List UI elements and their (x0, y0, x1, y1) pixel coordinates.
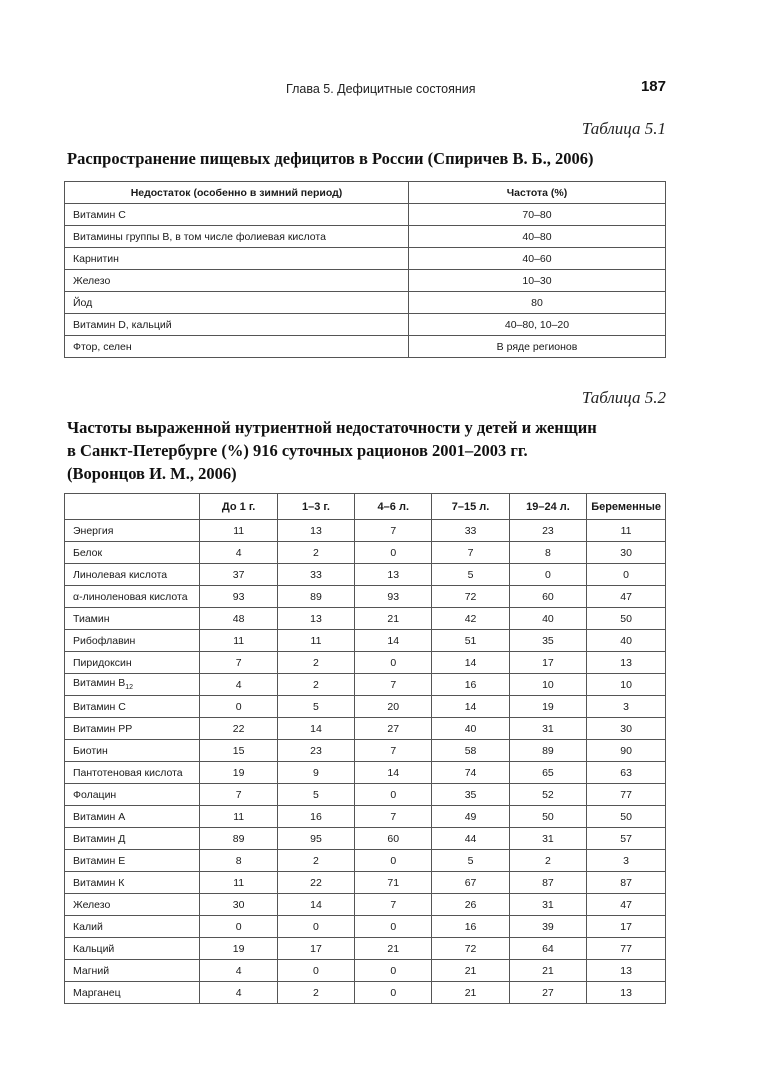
chapter-title: Глава 5. Дефицитные состояния (286, 82, 476, 96)
value-cell: 39 (509, 916, 586, 938)
value-cell: 93 (200, 586, 277, 608)
value-cell: 16 (277, 806, 354, 828)
nutrient-label: Пиридоксин (73, 656, 132, 669)
value-cell: 2 (277, 982, 354, 1004)
deficiency-cell: Витамин C (65, 204, 409, 226)
value-cell: 19 (509, 696, 586, 718)
frequency-cell: 70–80 (409, 204, 666, 226)
value-cell: 5 (432, 850, 509, 872)
value-cell: 89 (200, 828, 277, 850)
value-cell: 7 (432, 542, 509, 564)
value-cell: 15 (200, 740, 277, 762)
nutrient-cell (65, 960, 200, 982)
value-cell: 60 (509, 586, 586, 608)
value-cell: 47 (587, 894, 666, 916)
table-row (65, 938, 666, 960)
value-cell: 21 (355, 938, 432, 960)
table-row (65, 226, 666, 248)
nutrient-label: Кальций (73, 942, 115, 955)
value-cell: 2 (277, 850, 354, 872)
nutrient-label: Магний (73, 964, 110, 977)
value-cell: 37 (200, 564, 277, 586)
frequency-cell: 40–60 (409, 248, 666, 270)
caption-line: в Санкт-Петербурге (%) 916 суточных рационов 2001–2003 гг. (67, 441, 528, 460)
table-row (65, 960, 666, 982)
nutrient-cell (65, 740, 200, 762)
column-header: Недостаток (особенно в зимний период) (65, 182, 409, 204)
value-cell: 33 (432, 520, 509, 542)
value-cell: 65 (509, 762, 586, 784)
nutrient-cell (65, 586, 200, 608)
value-cell: 27 (509, 982, 586, 1004)
value-cell: 19 (200, 938, 277, 960)
value-cell: 5 (432, 564, 509, 586)
value-cell: 89 (509, 740, 586, 762)
nutrient-label: Белок (73, 546, 103, 559)
value-cell: 7 (355, 674, 432, 696)
nutrient-label: Витамин А (73, 810, 126, 823)
nutrient-cell (65, 674, 200, 696)
nutrient-cell (65, 982, 200, 1004)
frequency-cell: 80 (409, 292, 666, 314)
value-cell: 9 (277, 762, 354, 784)
deficiency-cell: Железо (65, 270, 409, 292)
value-cell: 64 (509, 938, 586, 960)
value-cell: 40 (432, 718, 509, 740)
table-row (65, 652, 666, 674)
table-row (65, 828, 666, 850)
value-cell: 0 (355, 960, 432, 982)
table-row (65, 718, 666, 740)
value-cell: 63 (587, 762, 666, 784)
nutrient-label: Витамин B (73, 677, 126, 690)
nutrient-cell (65, 894, 200, 916)
value-cell: 14 (355, 762, 432, 784)
column-header: 7–15 л. (432, 494, 509, 520)
column-header: 4–6 л. (355, 494, 432, 520)
table-5-1 (64, 181, 666, 358)
nutrient-label: Марганец (73, 986, 121, 999)
value-cell: 42 (432, 608, 509, 630)
table-row (65, 740, 666, 762)
nutrient-label: Витамин Д (73, 832, 126, 845)
nutrient-label: Тиамин (73, 612, 110, 625)
value-cell: 11 (200, 630, 277, 652)
value-cell: 20 (355, 696, 432, 718)
value-cell: 89 (277, 586, 354, 608)
value-cell: 23 (509, 520, 586, 542)
value-cell: 51 (432, 630, 509, 652)
value-cell: 7 (355, 740, 432, 762)
nutrient-cell (65, 938, 200, 960)
column-header: Беременные (587, 494, 666, 520)
value-cell: 60 (355, 828, 432, 850)
value-cell: 90 (587, 740, 666, 762)
value-cell: 17 (509, 652, 586, 674)
nutrient-label: Железо (73, 898, 111, 911)
running-head (60, 78, 666, 100)
value-cell: 21 (355, 608, 432, 630)
table-row (65, 696, 666, 718)
value-cell: 22 (277, 872, 354, 894)
nutrient-label: Витамин Е (73, 854, 126, 867)
corner-cell (65, 494, 200, 520)
value-cell: 95 (277, 828, 354, 850)
value-cell: 23 (277, 740, 354, 762)
nutrient-cell (65, 872, 200, 894)
value-cell: 0 (355, 982, 432, 1004)
value-cell: 21 (432, 960, 509, 982)
value-cell: 35 (432, 784, 509, 806)
value-cell: 10 (587, 674, 666, 696)
table-row (65, 586, 666, 608)
value-cell: 4 (200, 982, 277, 1004)
value-cell: 11 (200, 806, 277, 828)
value-cell: 0 (277, 916, 354, 938)
value-cell: 14 (432, 696, 509, 718)
value-cell: 30 (587, 542, 666, 564)
table-5-2-caption (67, 416, 597, 485)
value-cell: 11 (587, 520, 666, 542)
table-row (65, 204, 666, 226)
value-cell: 7 (355, 806, 432, 828)
value-cell: 22 (200, 718, 277, 740)
value-cell: 0 (355, 916, 432, 938)
value-cell: 31 (509, 894, 586, 916)
value-cell: 33 (277, 564, 354, 586)
deficiency-cell: Фтор, селен (65, 336, 409, 358)
value-cell: 3 (587, 696, 666, 718)
table-row (65, 674, 666, 696)
table-row (65, 872, 666, 894)
nutrient-cell (65, 916, 200, 938)
value-cell: 72 (432, 938, 509, 960)
value-cell: 49 (432, 806, 509, 828)
column-header: Частота (%) (409, 182, 666, 204)
value-cell: 14 (277, 894, 354, 916)
value-cell: 30 (587, 718, 666, 740)
value-cell: 93 (355, 586, 432, 608)
nutrient-cell (65, 520, 200, 542)
value-cell: 50 (587, 806, 666, 828)
frequency-cell: 40–80 (409, 226, 666, 248)
frequency-cell: 40–80, 10–20 (409, 314, 666, 336)
caption-line: (Воронцов И. М., 2006) (67, 464, 237, 483)
nutrient-cell (65, 718, 200, 740)
nutrient-cell (65, 696, 200, 718)
column-header: 19–24 л. (509, 494, 586, 520)
table-5-1-caption (67, 147, 594, 170)
value-cell: 21 (509, 960, 586, 982)
table-5-1-body (65, 204, 666, 358)
value-cell: 2 (277, 674, 354, 696)
value-cell: 74 (432, 762, 509, 784)
table-row (65, 292, 666, 314)
value-cell: 30 (200, 894, 277, 916)
value-cell: 2 (277, 652, 354, 674)
nutrient-label: Витамин С (73, 700, 126, 713)
table-5-1-label: Таблица 5.1 (581, 119, 666, 138)
table-row (65, 336, 666, 358)
table-row (65, 520, 666, 542)
nutrient-cell (65, 806, 200, 828)
value-cell: 0 (200, 916, 277, 938)
value-cell: 4 (200, 542, 277, 564)
table-row (65, 806, 666, 828)
value-cell: 0 (355, 652, 432, 674)
value-cell: 72 (432, 586, 509, 608)
value-cell: 40 (587, 630, 666, 652)
value-cell: 5 (277, 784, 354, 806)
table-row (65, 270, 666, 292)
value-cell: 71 (355, 872, 432, 894)
nutrient-label: Пантотеновая кислота (73, 766, 183, 779)
table-header-row (65, 494, 666, 520)
value-cell: 0 (200, 696, 277, 718)
nutrient-label: Фолацин (73, 788, 117, 801)
column-header: 1–3 г. (277, 494, 354, 520)
value-cell: 14 (355, 630, 432, 652)
table-row (65, 608, 666, 630)
value-cell: 77 (587, 784, 666, 806)
value-cell: 0 (355, 850, 432, 872)
value-cell: 5 (277, 696, 354, 718)
nutrient-cell (65, 652, 200, 674)
value-cell: 7 (200, 784, 277, 806)
value-cell: 13 (277, 520, 354, 542)
value-cell: 11 (277, 630, 354, 652)
deficiency-cell: Йод (65, 292, 409, 314)
value-cell: 7 (355, 894, 432, 916)
value-cell: 16 (432, 674, 509, 696)
table-row (65, 850, 666, 872)
value-cell: 0 (277, 960, 354, 982)
table-row (65, 542, 666, 564)
table-row (65, 982, 666, 1004)
table-5-2 (64, 493, 666, 1004)
nutrient-cell (65, 784, 200, 806)
deficiency-cell: Витамины группы B, в том числе фолиевая кислота (65, 226, 409, 248)
value-cell: 16 (432, 916, 509, 938)
nutrient-label: Биотин (73, 744, 108, 757)
table-row (65, 630, 666, 652)
value-cell: 7 (200, 652, 277, 674)
caption-line: Частоты выраженной нутриентной недостаточности у детей и женщин (67, 418, 597, 437)
column-header: До 1 г. (200, 494, 277, 520)
page-number: 187 (640, 78, 666, 95)
value-cell: 27 (355, 718, 432, 740)
nutrient-label: Витамин К (73, 876, 125, 889)
deficiency-cell: Карнитин (65, 248, 409, 270)
caption-line: Распространение пищевых дефицитов в России (Спиричев В. Б., 2006) (67, 149, 594, 168)
value-cell: 50 (587, 608, 666, 630)
nutrient-cell (65, 762, 200, 784)
value-cell: 11 (200, 520, 277, 542)
value-cell: 21 (432, 982, 509, 1004)
value-cell: 13 (355, 564, 432, 586)
value-cell: 0 (355, 784, 432, 806)
nutrient-label: Линолевая кислота (73, 568, 168, 581)
nutrient-label: Калий (73, 920, 103, 933)
value-cell: 13 (587, 652, 666, 674)
table-5-2-label: Таблица 5.2 (581, 388, 666, 407)
value-cell: 8 (509, 542, 586, 564)
value-cell: 31 (509, 828, 586, 850)
nutrient-label: Витамин PP (73, 722, 133, 735)
value-cell: 13 (277, 608, 354, 630)
value-cell: 50 (509, 806, 586, 828)
value-cell: 3 (587, 850, 666, 872)
value-cell: 7 (355, 520, 432, 542)
nutrient-label: α-линоленовая кислота (73, 590, 188, 603)
value-cell: 13 (587, 982, 666, 1004)
table-row (65, 248, 666, 270)
deficiency-cell: Витамин D, кальций (65, 314, 409, 336)
nutrient-label: Энергия (73, 524, 114, 537)
nutrient-cell (65, 630, 200, 652)
table-row (65, 762, 666, 784)
value-cell: 17 (277, 938, 354, 960)
value-cell: 17 (587, 916, 666, 938)
value-cell: 44 (432, 828, 509, 850)
value-cell: 19 (200, 762, 277, 784)
nutrient-cell (65, 828, 200, 850)
value-cell: 67 (432, 872, 509, 894)
nutrient-label: Рибофлавин (73, 634, 136, 647)
nutrient-cell (65, 850, 200, 872)
frequency-cell: В ряде регионов (409, 336, 666, 358)
value-cell: 35 (509, 630, 586, 652)
nutrient-cell (65, 542, 200, 564)
value-cell: 0 (509, 564, 586, 586)
value-cell: 11 (200, 872, 277, 894)
value-cell: 77 (587, 938, 666, 960)
nutrient-cell (65, 608, 200, 630)
value-cell: 87 (587, 872, 666, 894)
value-cell: 26 (432, 894, 509, 916)
table-row (65, 564, 666, 586)
frequency-cell: 10–30 (409, 270, 666, 292)
table-row (65, 314, 666, 336)
table-row (65, 784, 666, 806)
value-cell: 48 (200, 608, 277, 630)
value-cell: 8 (200, 850, 277, 872)
value-cell: 52 (509, 784, 586, 806)
value-cell: 87 (509, 872, 586, 894)
value-cell: 14 (432, 652, 509, 674)
table-header-row (65, 182, 666, 204)
value-cell: 57 (587, 828, 666, 850)
value-cell: 4 (200, 960, 277, 982)
value-cell: 0 (587, 564, 666, 586)
table-5-2-body (65, 520, 666, 1004)
table-row (65, 894, 666, 916)
value-cell: 4 (200, 674, 277, 696)
value-cell: 31 (509, 718, 586, 740)
value-cell: 0 (355, 542, 432, 564)
value-cell: 2 (277, 542, 354, 564)
value-cell: 58 (432, 740, 509, 762)
value-cell: 2 (509, 850, 586, 872)
value-cell: 47 (587, 586, 666, 608)
value-cell: 40 (509, 608, 586, 630)
nutrient-subscript: 12 (125, 684, 133, 692)
nutrient-cell (65, 564, 200, 586)
table-row (65, 916, 666, 938)
value-cell: 13 (587, 960, 666, 982)
value-cell: 14 (277, 718, 354, 740)
value-cell: 10 (509, 674, 586, 696)
